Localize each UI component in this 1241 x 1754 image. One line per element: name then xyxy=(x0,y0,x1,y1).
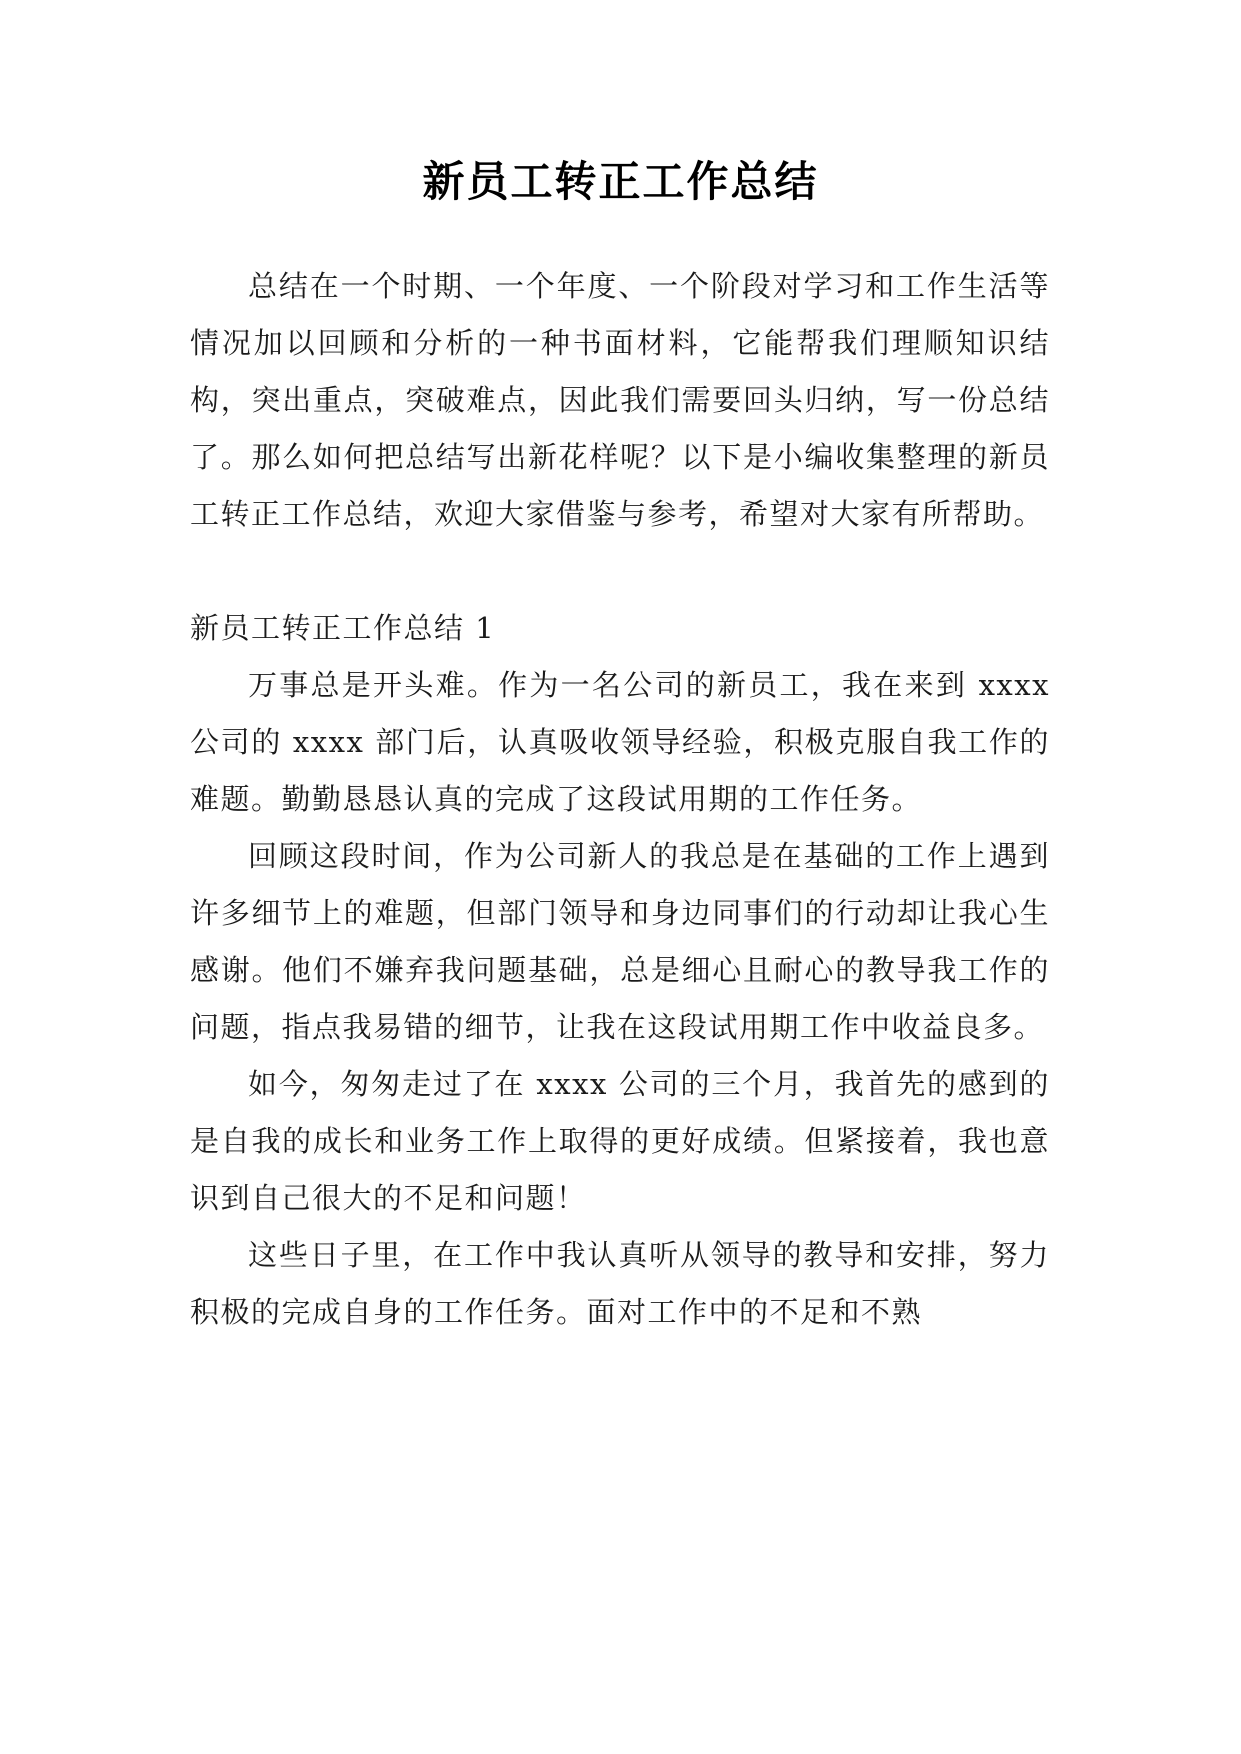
intro-paragraph: 总结在一个时期、一个年度、一个阶段对学习和工作生活等情况加以回顾和分析的一种书面材料，它能帮我们理顺知识结构，突出重点，突破难点，因此我们需要回头归纳，写一份总结了。那么如何把总结写出新花样呢？以下是小编收集整理的新员工转正工作总结，欢迎大家借鉴与参考，希望对大家有所帮助。 xyxy=(190,269,1050,531)
body-paragraph-2: 回顾这段时间，作为公司新人的我总是在基础的工作上遇到许多细节上的难题，但部门领导和身边同事们的行动却让我心生感谢。他们不嫌弃我问题基础，总是细心且耐心的教导我工作的问题，指点我易错的细节，让我在这段试用期工作中收益良多。 xyxy=(190,839,1050,1044)
document-title: 新员工转正工作总结 xyxy=(422,157,819,206)
document-body xyxy=(190,258,1050,1341)
section-heading: 新员工转正工作总结 1 xyxy=(190,611,496,645)
body-paragraph-3: 如今，匆匆走过了在 xxxx 公司的三个月，我首先的感到的是自我的成长和业务工作上取得的更好成绩。但紧接着，我也意识到自己很大的不足和问题！ xyxy=(190,1067,1050,1215)
body-paragraph-4: 这些日子里，在工作中我认真听从领导的教导和安排，努力积极的完成自身的工作任务。面对工作中的不足和不熟 xyxy=(190,1238,1050,1329)
paragraph-gap xyxy=(190,543,1050,600)
body-paragraph-1: 万事总是开头难。作为一名公司的新员工，我在来到 xxxx 公司的 xxxx 部门后，认真吸收领导经验，积极克服自我工作的难题。勤勤恳恳认真的完成了这段试用期的工作任务。 xyxy=(190,668,1050,816)
